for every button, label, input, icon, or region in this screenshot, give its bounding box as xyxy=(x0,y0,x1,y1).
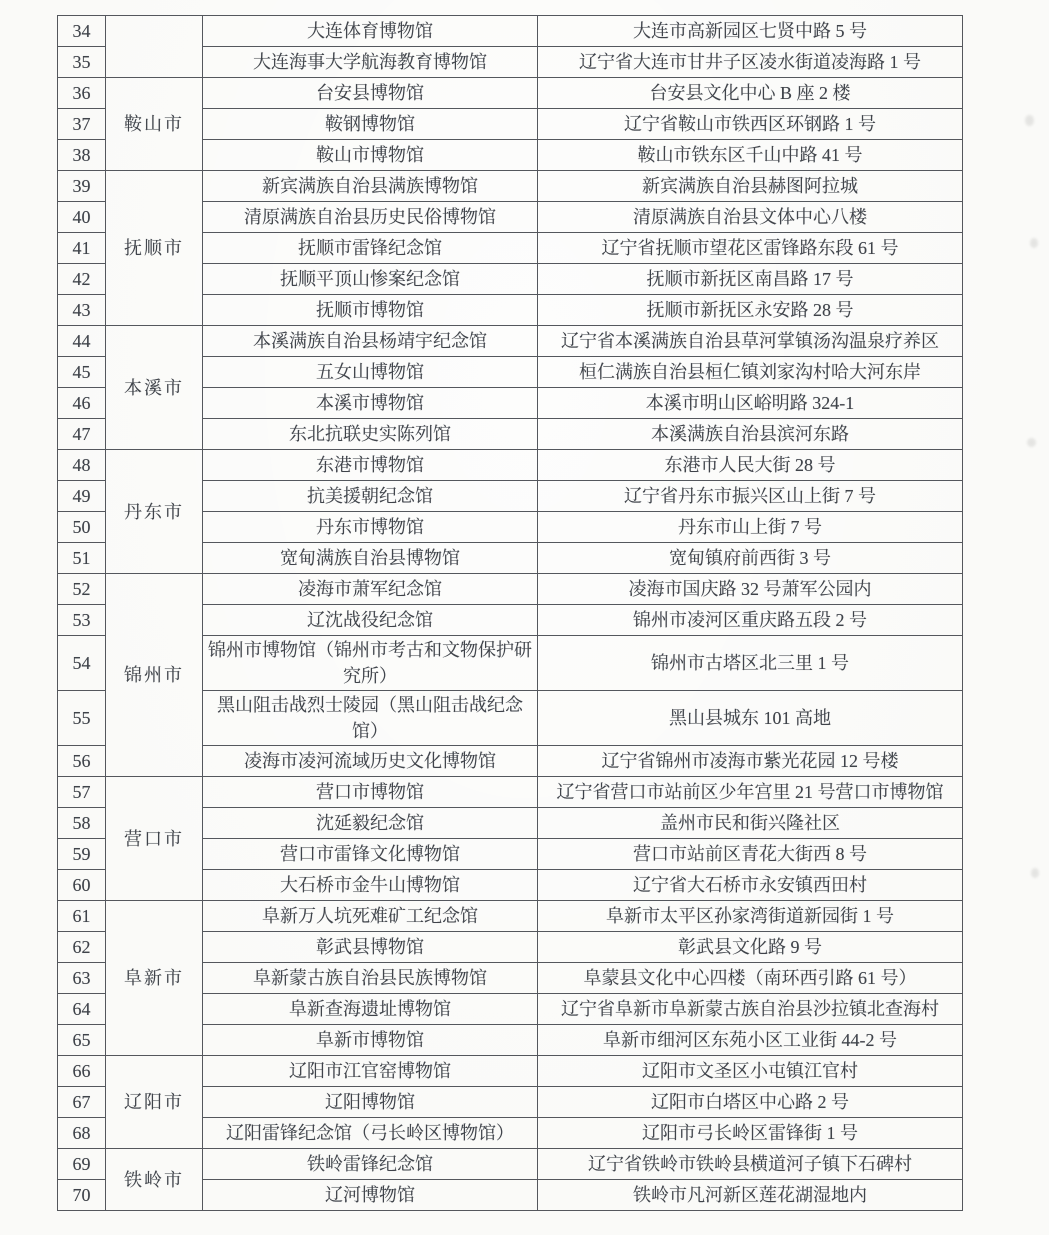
row-number-cell: 43 xyxy=(58,295,106,326)
museum-name-cell: 黑山阻击战烈士陵园（黑山阻击战纪念馆） xyxy=(203,691,538,746)
address-cell: 辽宁省大石桥市永安镇西田村 xyxy=(538,870,963,901)
museum-name-cell: 铁岭雷锋纪念馆 xyxy=(203,1149,538,1180)
row-number-cell: 67 xyxy=(58,1087,106,1118)
museum-name-cell: 锦州市博物馆（锦州市考古和文物保护研究所） xyxy=(203,636,538,691)
address-cell: 新宾满族自治县赫图阿拉城 xyxy=(538,171,963,202)
address-cell: 辽宁省阜新市阜新蒙古族自治县沙拉镇北查海村 xyxy=(538,994,963,1025)
row-number-cell: 52 xyxy=(58,574,106,605)
museum-name-cell: 大石桥市金牛山博物馆 xyxy=(203,870,538,901)
address-cell: 大连市高新园区七贤中路 5 号 xyxy=(538,16,963,47)
scan-artifact xyxy=(1030,238,1038,248)
row-number-cell: 53 xyxy=(58,605,106,636)
table-row xyxy=(58,1056,963,1087)
address-cell: 清原满族自治县文体中心八楼 xyxy=(538,202,963,233)
row-number-cell: 50 xyxy=(58,512,106,543)
address-cell: 本溪市明山区峪明路 324-1 xyxy=(538,388,963,419)
address-cell: 东港市人民大街 28 号 xyxy=(538,450,963,481)
address-cell: 本溪满族自治县滨河东路 xyxy=(538,419,963,450)
address-cell: 鞍山市铁东区千山中路 41 号 xyxy=(538,140,963,171)
table-row xyxy=(58,171,963,202)
address-cell: 辽阳市文圣区小屯镇江官村 xyxy=(538,1056,963,1087)
row-number-cell: 35 xyxy=(58,47,106,78)
city-cell: 丹东市 xyxy=(106,450,203,574)
row-number-cell: 63 xyxy=(58,963,106,994)
row-number-cell: 68 xyxy=(58,1118,106,1149)
row-number-cell: 42 xyxy=(58,264,106,295)
address-cell: 辽宁省鞍山市铁西区环钢路 1 号 xyxy=(538,109,963,140)
museum-name-cell: 阜新蒙古族自治县民族博物馆 xyxy=(203,963,538,994)
museum-name-cell: 本溪市博物馆 xyxy=(203,388,538,419)
city-cell: 铁岭市 xyxy=(106,1149,203,1211)
museum-name-cell: 本溪满族自治县杨靖宇纪念馆 xyxy=(203,326,538,357)
row-number-cell: 70 xyxy=(58,1180,106,1211)
address-cell: 辽宁省丹东市振兴区山上街 7 号 xyxy=(538,481,963,512)
museum-name-cell: 凌海市凌河流域历史文化博物馆 xyxy=(203,746,538,777)
row-number-cell: 51 xyxy=(58,543,106,574)
city-cell: 鞍山市 xyxy=(106,78,203,171)
row-number-cell: 62 xyxy=(58,932,106,963)
scan-artifact xyxy=(1025,115,1034,126)
museum-name-cell: 营口市雷锋文化博物馆 xyxy=(203,839,538,870)
city-cell: 阜新市 xyxy=(106,901,203,1056)
row-number-cell: 45 xyxy=(58,357,106,388)
museum-name-cell: 抗美援朝纪念馆 xyxy=(203,481,538,512)
city-cell: 锦州市 xyxy=(106,574,203,777)
address-cell: 抚顺市新抚区南昌路 17 号 xyxy=(538,264,963,295)
address-cell: 桓仁满族自治县桓仁镇刘家沟村哈大河东岸 xyxy=(538,357,963,388)
address-cell: 台安县文化中心 B 座 2 楼 xyxy=(538,78,963,109)
table-row xyxy=(58,326,963,357)
city-cell: 抚顺市 xyxy=(106,171,203,326)
museum-name-cell: 抚顺市博物馆 xyxy=(203,295,538,326)
row-number-cell: 57 xyxy=(58,777,106,808)
table-row xyxy=(58,16,963,47)
address-cell: 铁岭市凡河新区莲花湖湿地内 xyxy=(538,1180,963,1211)
address-cell: 阜新市细河区东苑小区工业街 44-2 号 xyxy=(538,1025,963,1056)
museum-name-cell: 鞍山市博物馆 xyxy=(203,140,538,171)
address-cell: 辽阳市弓长岭区雷锋街 1 号 xyxy=(538,1118,963,1149)
address-cell: 辽阳市白塔区中心路 2 号 xyxy=(538,1087,963,1118)
row-number-cell: 34 xyxy=(58,16,106,47)
museum-name-cell: 鞍钢博物馆 xyxy=(203,109,538,140)
address-cell: 凌海市国庆路 32 号萧军公园内 xyxy=(538,574,963,605)
city-cell: 营口市 xyxy=(106,777,203,901)
row-number-cell: 64 xyxy=(58,994,106,1025)
row-number-cell: 47 xyxy=(58,419,106,450)
scan-artifact xyxy=(1027,438,1036,447)
address-cell: 抚顺市新抚区永安路 28 号 xyxy=(538,295,963,326)
row-number-cell: 66 xyxy=(58,1056,106,1087)
row-number-cell: 61 xyxy=(58,901,106,932)
museum-name-cell: 辽沈战役纪念馆 xyxy=(203,605,538,636)
address-cell: 辽宁省营口市站前区少年宫里 21 号营口市博物馆 xyxy=(538,777,963,808)
row-number-cell: 54 xyxy=(58,636,106,691)
museums-table xyxy=(57,15,963,1211)
city-cell: 本溪市 xyxy=(106,326,203,450)
row-number-cell: 69 xyxy=(58,1149,106,1180)
museum-name-cell: 辽河博物馆 xyxy=(203,1180,538,1211)
address-cell: 辽宁省大连市甘井子区凌水街道凌海路 1 号 xyxy=(538,47,963,78)
address-cell: 辽宁省本溪满族自治县草河掌镇汤沟温泉疗养区 xyxy=(538,326,963,357)
table-row xyxy=(58,777,963,808)
row-number-cell: 40 xyxy=(58,202,106,233)
museum-name-cell: 沈延毅纪念馆 xyxy=(203,808,538,839)
museum-name-cell: 东港市博物馆 xyxy=(203,450,538,481)
row-number-cell: 39 xyxy=(58,171,106,202)
museum-name-cell: 辽阳雷锋纪念馆（弓长岭区博物馆） xyxy=(203,1118,538,1149)
row-number-cell: 59 xyxy=(58,839,106,870)
row-number-cell: 38 xyxy=(58,140,106,171)
address-cell: 锦州市古塔区北三里 1 号 xyxy=(538,636,963,691)
museum-name-cell: 宽甸满族自治县博物馆 xyxy=(203,543,538,574)
museum-name-cell: 阜新查海遗址博物馆 xyxy=(203,994,538,1025)
museum-name-cell: 阜新市博物馆 xyxy=(203,1025,538,1056)
row-number-cell: 58 xyxy=(58,808,106,839)
address-cell: 锦州市凌河区重庆路五段 2 号 xyxy=(538,605,963,636)
table-row xyxy=(58,574,963,605)
museum-name-cell: 清原满族自治县历史民俗博物馆 xyxy=(203,202,538,233)
museum-name-cell: 阜新万人坑死难矿工纪念馆 xyxy=(203,901,538,932)
city-cell xyxy=(106,16,203,78)
row-number-cell: 56 xyxy=(58,746,106,777)
address-cell: 阜蒙县文化中心四楼（南环西引路 61 号） xyxy=(538,963,963,994)
museum-name-cell: 丹东市博物馆 xyxy=(203,512,538,543)
address-cell: 盖州市民和街兴隆社区 xyxy=(538,808,963,839)
row-number-cell: 60 xyxy=(58,870,106,901)
museum-name-cell: 新宾满族自治县满族博物馆 xyxy=(203,171,538,202)
row-number-cell: 44 xyxy=(58,326,106,357)
museum-name-cell: 大连体育博物馆 xyxy=(203,16,538,47)
city-cell: 辽阳市 xyxy=(106,1056,203,1149)
museum-name-cell: 五女山博物馆 xyxy=(203,357,538,388)
row-number-cell: 55 xyxy=(58,691,106,746)
row-number-cell: 46 xyxy=(58,388,106,419)
row-number-cell: 37 xyxy=(58,109,106,140)
table-row xyxy=(58,1149,963,1180)
table-row xyxy=(58,901,963,932)
address-cell: 黑山县城东 101 高地 xyxy=(538,691,963,746)
museums-table-body xyxy=(58,16,963,1211)
museum-name-cell: 辽阳博物馆 xyxy=(203,1087,538,1118)
address-cell: 阜新市太平区孙家湾街道新园街 1 号 xyxy=(538,901,963,932)
address-cell: 营口市站前区青花大街西 8 号 xyxy=(538,839,963,870)
museum-name-cell: 凌海市萧军纪念馆 xyxy=(203,574,538,605)
table-row xyxy=(58,450,963,481)
address-cell: 辽宁省锦州市凌海市紫光花园 12 号楼 xyxy=(538,746,963,777)
address-cell: 彰武县文化路 9 号 xyxy=(538,932,963,963)
row-number-cell: 65 xyxy=(58,1025,106,1056)
address-cell: 辽宁省铁岭市铁岭县横道河子镇下石碑村 xyxy=(538,1149,963,1180)
museum-name-cell: 台安县博物馆 xyxy=(203,78,538,109)
address-cell: 宽甸镇府前西街 3 号 xyxy=(538,543,963,574)
museum-name-cell: 抚顺平顶山惨案纪念馆 xyxy=(203,264,538,295)
address-cell: 丹东市山上街 7 号 xyxy=(538,512,963,543)
scan-artifact xyxy=(1031,868,1039,878)
table-row xyxy=(58,78,963,109)
museum-name-cell: 抚顺市雷锋纪念馆 xyxy=(203,233,538,264)
museum-name-cell: 营口市博物馆 xyxy=(203,777,538,808)
row-number-cell: 49 xyxy=(58,481,106,512)
museum-name-cell: 大连海事大学航海教育博物馆 xyxy=(203,47,538,78)
museum-name-cell: 彰武县博物馆 xyxy=(203,932,538,963)
address-cell: 辽宁省抚顺市望花区雷锋路东段 61 号 xyxy=(538,233,963,264)
row-number-cell: 48 xyxy=(58,450,106,481)
row-number-cell: 36 xyxy=(58,78,106,109)
row-number-cell: 41 xyxy=(58,233,106,264)
museum-name-cell: 东北抗联史实陈列馆 xyxy=(203,419,538,450)
museum-name-cell: 辽阳市江官窑博物馆 xyxy=(203,1056,538,1087)
